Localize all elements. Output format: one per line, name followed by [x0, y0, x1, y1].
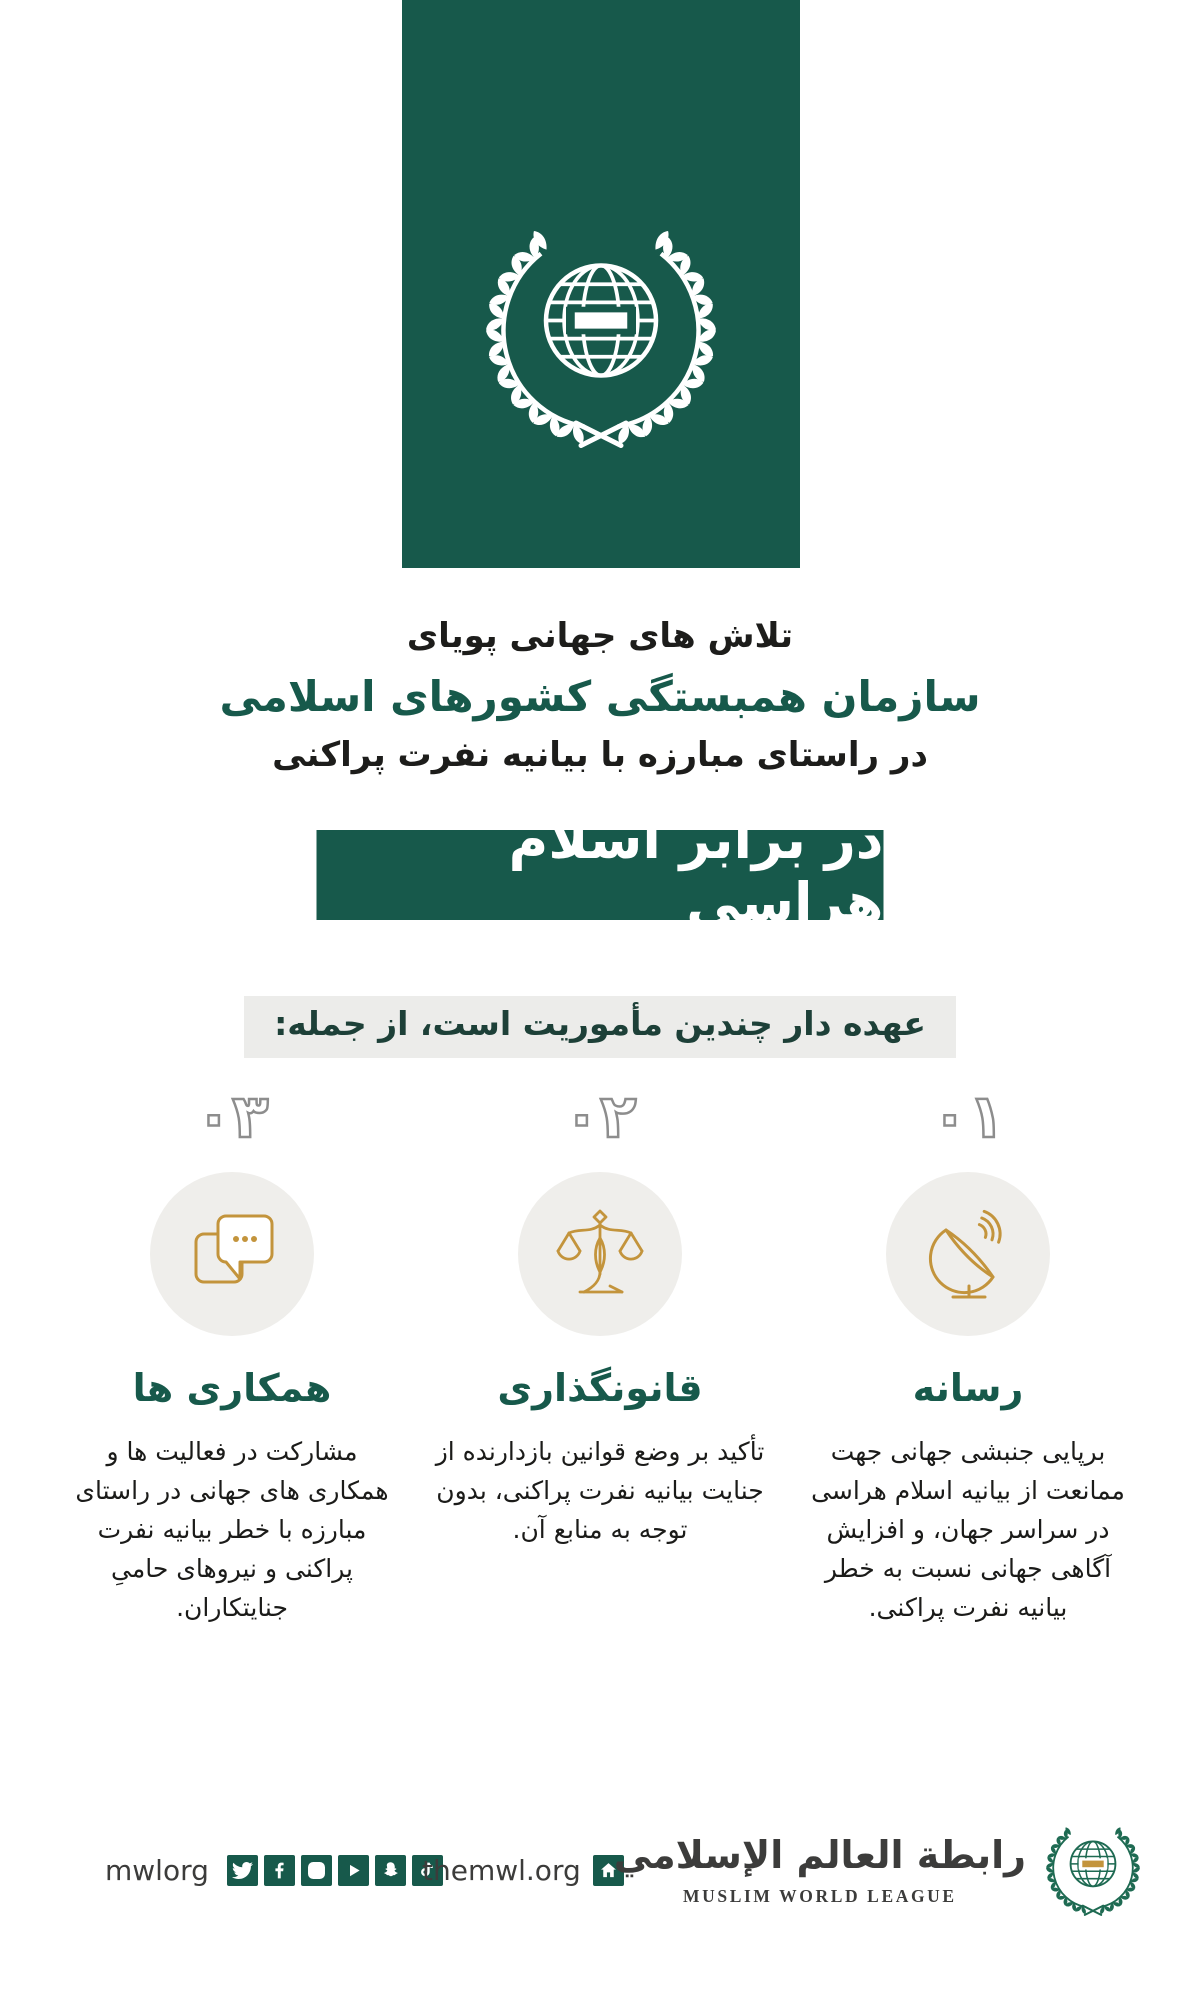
section-legislation	[426, 1082, 774, 1627]
instagram-icon[interactable]	[301, 1855, 332, 1886]
org-name-arabic: رابطة العالم الإسلامي	[613, 1832, 1026, 1877]
section-icon-circle	[150, 1172, 314, 1336]
snapchat-icon[interactable]	[375, 1855, 406, 1886]
social-icons	[227, 1855, 443, 1886]
org-names	[614, 1831, 1026, 1907]
footer-website-group	[422, 1854, 624, 1887]
section-number: ۰۳	[195, 1082, 269, 1152]
mwl-emblem-icon	[476, 208, 726, 458]
brand-panel	[402, 0, 800, 568]
section-title: قانونگذاری	[497, 1366, 703, 1410]
mwl-emblem-icon	[1042, 1818, 1144, 1920]
twitter-icon[interactable]	[227, 1855, 258, 1886]
section-body: مشارکت در فعالیت ها و همکاری های جهانی در راستای مبارزه با خطر بیانیه نفرت پراکنی و نیروهای حامیِ جنایتکاران.	[75, 1437, 389, 1622]
section-cooperation	[58, 1082, 406, 1627]
headline-text: در برابر اسلام هراسی	[508, 808, 884, 934]
section-title: همکاری ها	[132, 1366, 332, 1410]
footer-brand-group	[614, 1818, 1144, 1920]
section-icon-circle	[886, 1172, 1050, 1336]
section-title: رسانه	[912, 1366, 1024, 1410]
intro-line-3: در راستای مبارزه با بیانیه نفرت پراکنی	[272, 735, 928, 775]
org-name-english: MUSLIM WORLD LEAGUE	[683, 1886, 957, 1907]
section-media	[794, 1082, 1142, 1627]
subtitle-text: عهده دار چندین مأموریت است، از جمله:	[244, 996, 956, 1058]
section-body: تأکید بر وضع قوانین بازدارنده از جنایت بیانیه نفرت پراکنی، بدون توجه به منابع آن.	[435, 1437, 765, 1544]
section-icon-circle	[518, 1172, 682, 1336]
mission-sections	[58, 1082, 1142, 1627]
section-number: ۰۲	[563, 1082, 637, 1152]
satellite-dish-icon	[918, 1204, 1018, 1304]
scales-icon	[550, 1204, 650, 1304]
youtube-icon[interactable]	[338, 1855, 369, 1886]
intro-line-2: سازمان همبستگی کشورهای اسلامی	[219, 672, 981, 721]
section-body: برپایی جنبشی جهانی جهت ممانعت از بیانیه اسلام هراسی در سراسر جهان، و افزایش آگاهی جهانی نسبت به خطر بیانیه نفرت پراکنی.	[811, 1437, 1125, 1622]
intro-heading	[0, 616, 1200, 775]
chat-icon	[182, 1204, 282, 1304]
facebook-icon[interactable]	[264, 1855, 295, 1886]
social-handle: mwlorg	[105, 1854, 209, 1887]
website-url[interactable]: themwl.org	[422, 1854, 581, 1887]
headline-banner	[317, 808, 884, 934]
subtitle-row	[0, 996, 1200, 1058]
section-number: ۰۱	[931, 1082, 1005, 1152]
intro-line-1: تلاش های جهانی پویای	[406, 616, 794, 656]
footer-social-group	[105, 1854, 443, 1887]
